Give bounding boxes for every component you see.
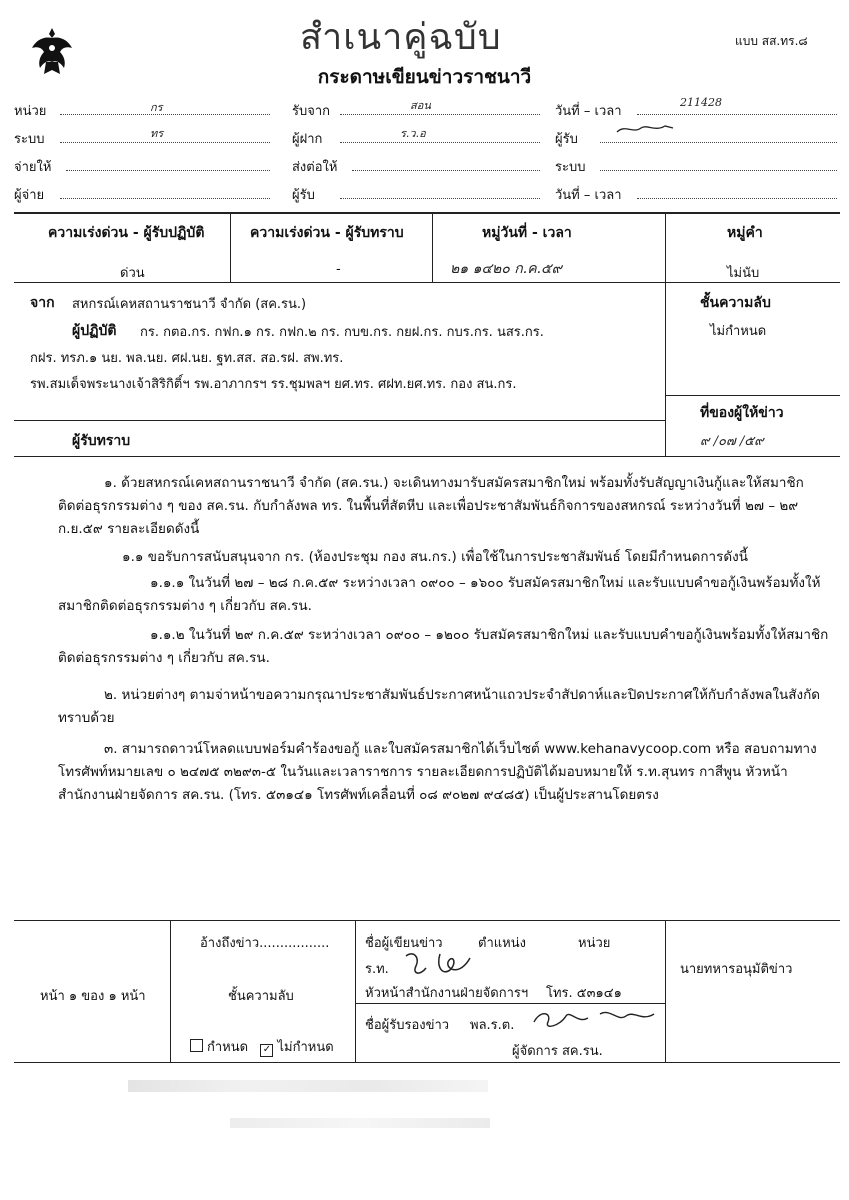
faint-stamp-2: [230, 1118, 490, 1128]
table-divider-2: [432, 212, 433, 282]
table-divider-1: [230, 212, 231, 282]
approver-label: นายทหารอนุมัติข่าว: [680, 962, 793, 977]
from-value: สหกรณ์เคหสถานราชนาวี จำกัด (สค.รน.): [72, 297, 307, 312]
datetime-value: 211428: [680, 96, 722, 109]
table-rule-4: [14, 420, 665, 421]
defined-checkbox[interactable]: [190, 1039, 203, 1052]
footer-divider-1: [170, 920, 171, 1062]
writer-name-label: ชื่อผู้เขียนข่าว: [365, 936, 443, 951]
sent-by-label: ผู้ฝาก: [292, 132, 323, 147]
writer-position: หัวหน้าสำนักงานฝ่ายจัดการฯ: [365, 986, 529, 1001]
undefined-option-label: ไม่กำหนด: [277, 1040, 334, 1055]
urgency-action-value: ด่วน: [120, 266, 145, 281]
info-label: ผู้รับทราบ: [72, 433, 131, 449]
system-value: ทร: [150, 127, 164, 140]
paragraph-1-1: ๑.๑ ขอรับการสนับสนุนจาก กร. (ห้องประชุม กอง สน.กร.) เพื่อใช้ในการประชาสัมพันธ์ โดยมีกำหนดการดังนี้: [122, 549, 748, 565]
from-label: จาก: [30, 295, 55, 311]
footer-unit-label: หน่วย: [578, 936, 611, 951]
sent-by-value: ร.ว.อ: [400, 127, 426, 140]
form-code: แบบ สส.ทร.๘: [735, 34, 808, 48]
system-field: [60, 128, 270, 143]
unit-label: หน่วย: [14, 104, 47, 119]
faint-stamp-1: [128, 1080, 488, 1092]
secrecy-label: ชั้นความลับ: [700, 295, 771, 311]
payer-label: ผู้จ่าย: [14, 188, 45, 203]
writer-signature-icon: [400, 948, 500, 980]
group-datetime-label: หมู่วันที่ - เวลา: [482, 225, 572, 241]
certifier-position: ผู้จัดการ สค.รน.: [512, 1044, 603, 1059]
paragraph-3: ๓. สามารถดาวน์โหลดแบบฟอร์มคำร้องขอกู้ และใบสมัครสมาชิกได้เว็บไซต์ www.kehanavycoop.com หรือ สอบถามทางโทรศัพท์หมายเลข ๐ ๒๔๗๕ ๓๒๙๓-๕ ในวันและเวลาราชการ รายละเอียดการปฏิบัติได้มอบหมายให้ ร.ท.สุนทร กาสีพูน หัวหน้าสำนักงานฝ่ายจัดการ สค.รน. (โทร. ๕๓๑๔๑ โทรศัพท์เคลื่อนที่ ๐๘ ๙๐๒๗ ๙๔๘๕) เป็นผู้ประสานโดยตรง: [58, 741, 817, 803]
writer-rank: ร.ท.: [365, 962, 389, 977]
received-from-field: [340, 100, 540, 115]
action-label: ผู้ปฏิบัติ: [72, 323, 117, 339]
footer-divider-2: [355, 920, 356, 1062]
secrecy-value: ไม่กำหนด: [710, 324, 767, 339]
undefined-checkbox[interactable]: ✓: [260, 1044, 273, 1057]
datetime2-field: [637, 184, 837, 199]
position-label: ตำแหน่ง: [478, 936, 526, 951]
pay-to-field: [66, 156, 270, 171]
action-line-3: รพ.สมเด็จพระนางเจ้าสิริกิติ์ฯ รพ.อาภากรฯ รร.ชุมพลฯ ยศ.ทร. ศฝท.ยศ.ทร. กอง สน.กร.: [30, 377, 517, 392]
secrecy-options: [190, 1036, 334, 1057]
urgency-info-label: ความเร่งด่วน - ผู้รับทราบ: [250, 225, 404, 241]
sender-ref-label: ที่ของผู้ให้ข่าว: [700, 405, 784, 421]
unit-field: [60, 100, 270, 115]
certifier-signature-icon: [530, 1004, 660, 1032]
table-rule-3: [665, 395, 840, 396]
datetime2-label: วันที่ – เวลา: [555, 188, 622, 203]
footer-secrecy-label: ชั้นความลับ: [228, 989, 294, 1004]
sent-by-field: [340, 128, 540, 143]
paragraph-1: ๑. ด้วยสหกรณ์เคหสถานราชนาวี จำกัด (สค.รน.) จะเดินทางมารับสมัครสมาชิกใหม่ พร้อมทั้งรับสัญญาเงินกู้และให้สมาชิกติดต่อธุรกรรมต่าง ๆ ของ สค.รน. กับกำลังพล ทร. ในพื้นที่สัตหีบ และเพื่อประชาสัมพันธ์กิจการของสหกรณ์ ระหว่างวันที่ ๒๗ – ๒๙ ก.ย.๕๙ รายละเอียดดังนี้: [58, 475, 804, 537]
urgency-action-label: ความเร่งด่วน - ผู้รับปฏิบัติ: [48, 225, 205, 241]
receiver-label: ผู้รับ: [555, 132, 578, 147]
word-count-label: หมู่คำ: [727, 225, 763, 241]
system2-label: ระบบ: [555, 160, 586, 175]
group-datetime-value: ๒๑ ๑๔๒๐ ก.ค.๕๙: [450, 261, 562, 277]
receiver-signature-icon: [615, 120, 675, 138]
system2-field: [600, 156, 837, 171]
receiver2-label: ผู้รับ: [292, 188, 315, 203]
paragraph-2: ๒. หน่วยต่างๆ ตามจ่าหน้าขอความกรุณาประชาสัมพันธ์ประกาศหน้าแถวประจำสัปดาห์และปิดประกาศให้กับกำลังพลในสังกัดทราบด้วย: [58, 687, 821, 726]
receiver2-field: [340, 184, 540, 199]
form-title: กระดาษเขียนข่าวราชนาวี: [317, 66, 532, 88]
writer-phone: โทร. ๕๓๑๔๑: [546, 986, 622, 1001]
defined-option-label: กำหนด: [207, 1040, 249, 1055]
paragraph-1-1-2: ๑.๑.๒ ในวันที่ ๒๙ ก.ค.๕๙ ระหว่างเวลา ๐๙๐๐ – ๑๒๐๐ รับสมัครสมาชิกใหม่ และรับแบบคำขอกู้เงินพร้อมทั้งให้สมาชิกติดต่อธุรกรรมต่าง ๆ เกี่ยวกับ สค.รน.: [58, 627, 829, 666]
page-label: หน้า ๑ ของ ๑ หน้า: [40, 989, 146, 1004]
action-line-2: กฝร. ทรภ.๑ นย. พล.นย. ศฝ.นย. ฐท.สส. สอ.รฝ. สพ.ทร.: [30, 351, 344, 366]
sender-ref-value: ๙ /๐๗ /๕๙: [700, 434, 764, 449]
pay-to-label: จ่ายให้: [14, 160, 52, 175]
received-from-label: รับจาก: [292, 104, 331, 119]
word-count-value: ไม่นับ: [727, 266, 760, 281]
action-line-1: กร. กตอ.กร. กฟก.๑ กร. กฟก.๒ กร. กบข.กร. กยฝ.กร. กบร.กร. นสร.กร.: [140, 325, 544, 340]
table-top-rule: [14, 212, 840, 214]
unit-value: กร: [150, 101, 163, 114]
footer-top-rule: [14, 920, 840, 921]
footer-divider-3: [665, 920, 666, 1062]
datetime-label: วันที่ – เวลา: [555, 104, 622, 119]
datetime-field: [637, 100, 837, 115]
system-label: ระบบ: [14, 132, 45, 147]
paragraph-1-1-1: ๑.๑.๑ ในวันที่ ๒๗ – ๒๘ ก.ค.๕๙ ระหว่างเวลา ๐๙๐๐ – ๑๖๐๐ รับสมัครสมาชิกใหม่ และรับแบบคำขอกู้เงินพร้อมทั้งให้สมาชิกติดต่อธุรกรรมต่าง ๆ เกี่ยวกับ สค.รน.: [58, 575, 821, 614]
forward-to-label: ส่งต่อให้: [292, 160, 338, 175]
copy-stamp: สำเนาคู่ฉบับ: [300, 17, 502, 58]
received-from-value: สอน: [410, 99, 431, 112]
certifier-label: ชื่อผู้รับรองข่าว: [365, 1018, 450, 1033]
ref-label: อ้างถึงข่าว.................: [200, 936, 330, 951]
table-divider-3: [665, 212, 666, 456]
payer-field: [60, 184, 270, 199]
forward-to-field: [352, 156, 540, 171]
footer-bottom-rule: [14, 1062, 840, 1063]
table-bottom-rule: [14, 456, 840, 457]
urgency-info-value: -: [336, 262, 341, 277]
certifier-rank: พล.ร.ต.: [470, 1018, 515, 1033]
